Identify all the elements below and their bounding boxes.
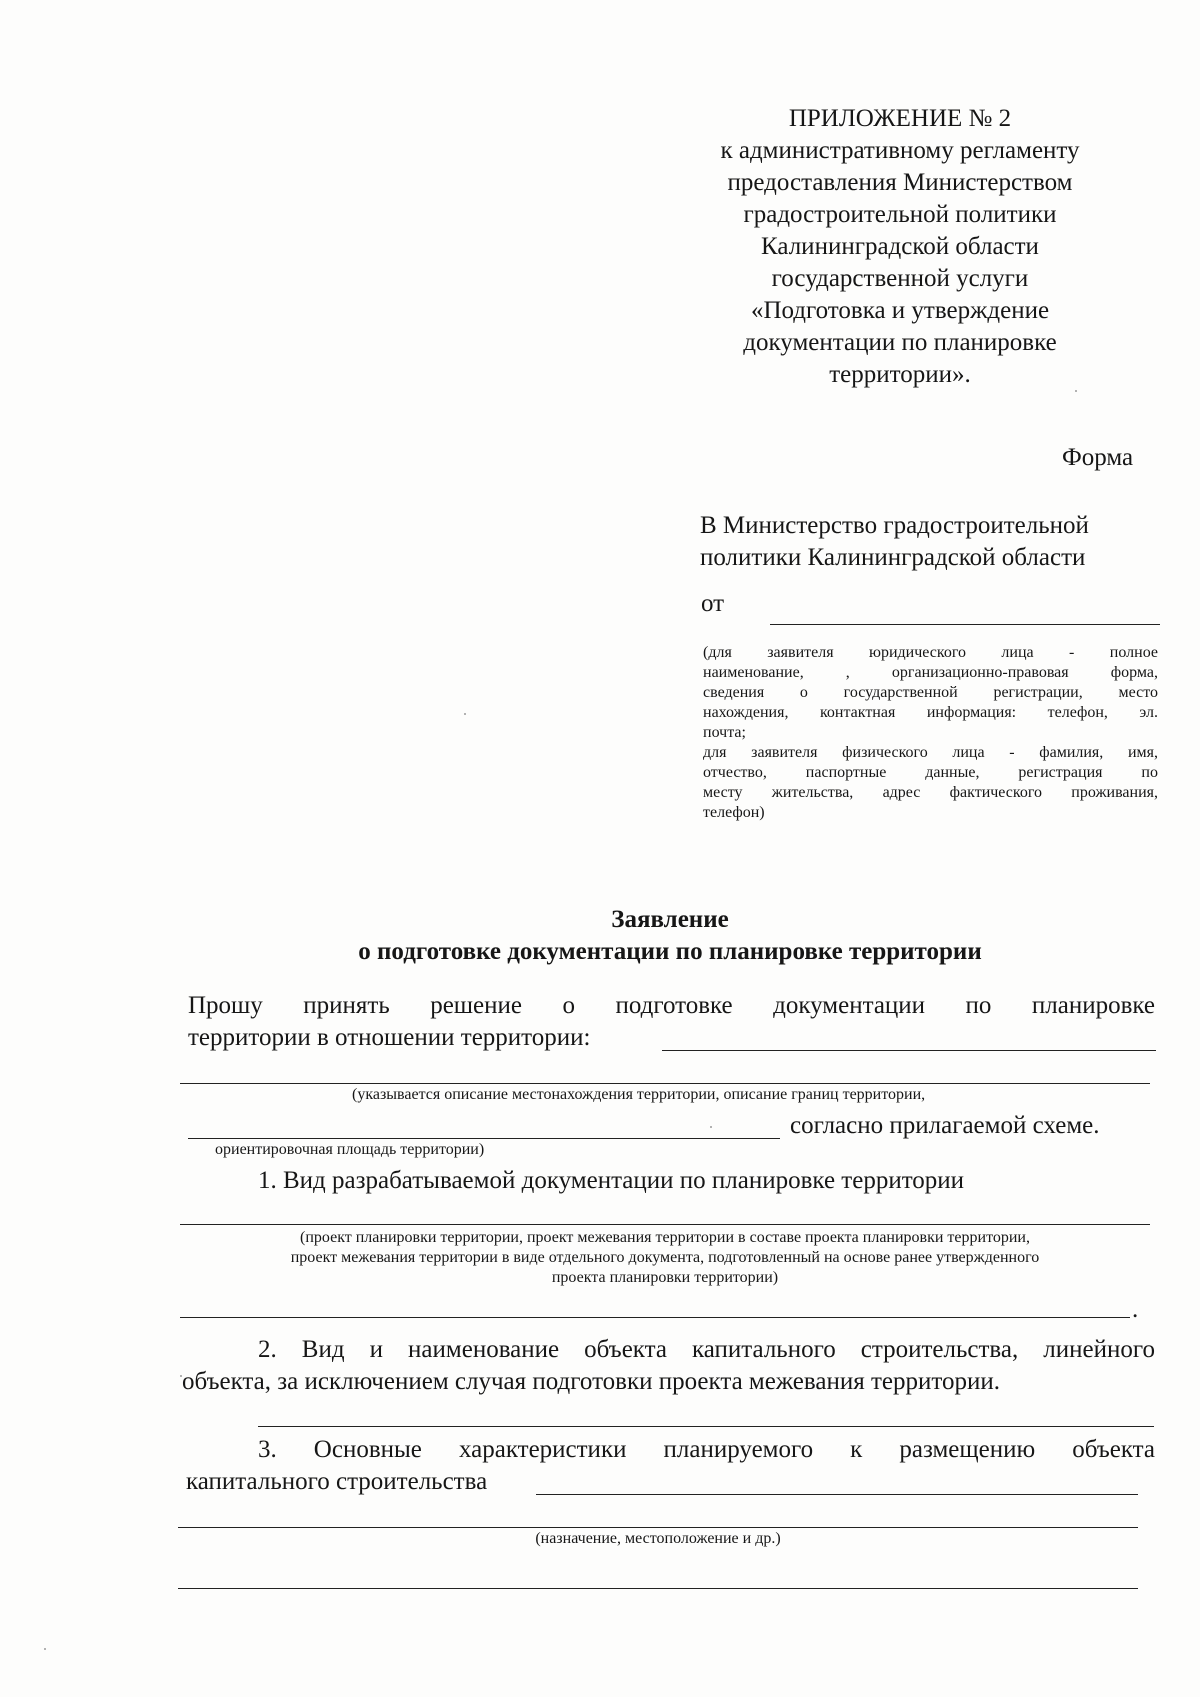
- according-scheme: согласно прилагаемой схеме.: [790, 1112, 1100, 1139]
- from-label: от: [701, 590, 725, 617]
- territory-hint-2: ориентировочная площадь территории): [215, 1141, 485, 1158]
- hint-line: отчество, паспортные данные, регистрация по: [703, 764, 1158, 781]
- territory-input-line-2[interactable]: [180, 1083, 1150, 1084]
- scan-speck: [180, 1375, 182, 1377]
- request-line-2: территории в отношении территории:: [188, 1024, 591, 1051]
- hint-line: телефон): [703, 804, 765, 821]
- hint-line: почта;: [703, 724, 746, 741]
- item-1-hint: [180, 1228, 1150, 1288]
- hint-line: сведения о государственной регистрации, место: [703, 684, 1158, 701]
- applicant-hint: [703, 643, 1158, 823]
- item-3-hint: (назначение, местоположение и др.): [535, 1530, 781, 1547]
- scan-speck: [710, 1126, 712, 1128]
- hint-line: проекта планировки территории): [551, 1269, 779, 1286]
- appendix-line: к административному регламенту: [720, 137, 1080, 164]
- scan-speck: [44, 1648, 46, 1650]
- characteristics-input-line-3[interactable]: [178, 1588, 1138, 1589]
- hint-line: наименование, , организационно-правовая форма,: [703, 664, 1158, 681]
- appendix-line: Калининградской области: [761, 233, 1039, 260]
- hint-line: нахождения, контактная информация: телефон, эл.: [703, 704, 1158, 721]
- appendix-line: градостроительной политики: [743, 201, 1057, 228]
- applicant-input-line[interactable]: [770, 624, 1160, 625]
- document-title: [180, 904, 1160, 968]
- addressee-block: [700, 510, 1160, 574]
- form-label: Форма: [1062, 444, 1134, 471]
- characteristics-input-line-2[interactable]: [178, 1527, 1138, 1528]
- item-2-line-2: объекта, за исключением случая подготовки проекта межевания территории.: [182, 1368, 1000, 1395]
- appendix-line: государственной услуги: [771, 265, 1029, 292]
- hint-line: проект межевания территории в виде отдельного документа, подготовленный на основе ранее утвержденного: [290, 1249, 1040, 1266]
- addressee-line: В Министерство градостроительной: [700, 512, 1089, 539]
- title-line: Заявление: [611, 906, 729, 933]
- territory-input-line[interactable]: [662, 1050, 1156, 1051]
- scan-speck: [464, 713, 466, 715]
- request-line-1: Прошу принять решение о подготовке документации по планировке: [188, 992, 1155, 1019]
- item-1-end: .: [1132, 1296, 1139, 1323]
- hint-line: для заявителя физического лица - фамилия, имя,: [703, 744, 1158, 761]
- item-3-line-2: капитального строительства: [186, 1468, 488, 1495]
- hint-line: (для заявителя юридического лица - полное: [703, 644, 1158, 661]
- item-2-line-1: 2. Вид и наименование объекта капитального строительства, линейного: [258, 1336, 1155, 1363]
- appendix-line: территории».: [829, 361, 971, 388]
- appendix-header: [680, 103, 1120, 391]
- object-input-line[interactable]: [258, 1426, 1154, 1427]
- item-1: 1. Вид разрабатываемой документации по планировке территории: [258, 1167, 965, 1194]
- hint-line: (проект планировки территории, проект межевания территории в составе проекта планировки территории,: [300, 1229, 1030, 1246]
- doc-type-input-line-2[interactable]: [180, 1317, 1130, 1318]
- characteristics-input-line[interactable]: [536, 1494, 1138, 1495]
- appendix-line: документации по планировке: [743, 329, 1057, 356]
- doc-type-input-line[interactable]: [180, 1224, 1150, 1225]
- title-subline: о подготовке документации по планировке территории: [358, 938, 982, 965]
- appendix-title: ПРИЛОЖЕНИЕ № 2: [788, 105, 1012, 132]
- territory-hint-1: (указывается описание местонахождения территории, описание границ территории,: [352, 1086, 926, 1103]
- territory-input-line-3[interactable]: [188, 1138, 780, 1139]
- item-3-line-1: 3. Основные характеристики планируемого к размещению объекта: [258, 1436, 1155, 1463]
- hint-line: месту жительства, адрес фактического проживания,: [703, 784, 1158, 801]
- appendix-line: предоставления Министерством: [727, 169, 1073, 196]
- addressee-line: политики Калининградской области: [700, 544, 1086, 571]
- appendix-line: «Подготовка и утверждение: [750, 297, 1050, 324]
- scan-speck: [1075, 390, 1077, 392]
